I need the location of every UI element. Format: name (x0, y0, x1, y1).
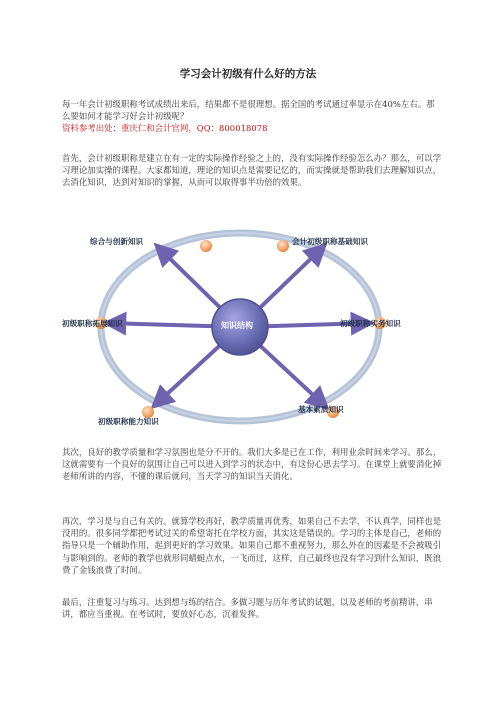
node-label-top-right: 会计初级职称基础知识 (292, 237, 368, 246)
node-label-bottom-right: 基本素质知识 (298, 405, 344, 414)
node-dot-top-left (200, 240, 212, 252)
third-paragraph: 再次，学习是与自己有关的。就算学校再好，教学质量再优秀，如果自己不去学，不认真学，同样也是没用的。很多同学都把考试过关的希望寄托在学校方面，其实这是错误的。学习的主体是自己，老师的指导只是一个辅助作用，起到更好的学习效果。如果自己都不重视努力，那么外在的因素是不会被吸引与影响到的。老师的教学也就形同蜻蜓点水，一飞而过，这样，自己最终也没有学习到什么知识，既浪费了金钱浪费了时间。 (62, 516, 442, 575)
node-label-mid-right: 初级职称实务知识 (340, 319, 401, 328)
second-paragraph: 其次，良好的教学质量和学习氛围也是分不开的。我们大多是已在工作，利用业余时间来学习。那么，这就需要有一个良好的氛围让自己可以进入到学习的状态中，有这份心思去学习。在课堂上就要消化掉老师所讲的内容，不懂的课后就问，当天学习的知识当天消化。 (62, 447, 442, 482)
node-label-mid-left: 初级职称拓展知识 (62, 319, 123, 328)
first-paragraph: 首先，会计初级职称是建立在有一定的实际操作经验之上的，没有实际操作经验怎么办？那么，可以学习理论加实操的课程。大家都知道，理论的知识点是需要记忆的，而实操就是帮助我们去理解知识点，去消化知识，达到对知识的掌握，从而可以取得事半功倍的效果。 (62, 153, 442, 188)
document-title: 学习会计初级有什么好的方法 (179, 68, 317, 80)
intro-paragraph: 每一年会计初级职称考试成绩出来后，结果都不是很理想。据全国的考试通过率显示在40%左右。那么要如何才能学习好会计初级呢？ (62, 99, 435, 122)
node-label-bottom-left: 初级职称能力知识 (98, 417, 159, 426)
center-label: 知识结构 (221, 321, 253, 330)
node-dot-top-right (277, 240, 289, 252)
last-paragraph: 最后，注重复习与练习。达到想与练的结合。多做习题与历年考试的试题，以及老师的考前精讲，串讲，都应当重视。在考试时，要放好心态，沉着发挥。 (62, 597, 433, 620)
source-link-text[interactable]: 资料参考出处：重庆仁和会计官网，QQ：800018078 (62, 123, 268, 133)
knowledge-structure-diagram (62, 226, 422, 434)
node-label-top-left: 综合与创新知识 (90, 237, 144, 246)
